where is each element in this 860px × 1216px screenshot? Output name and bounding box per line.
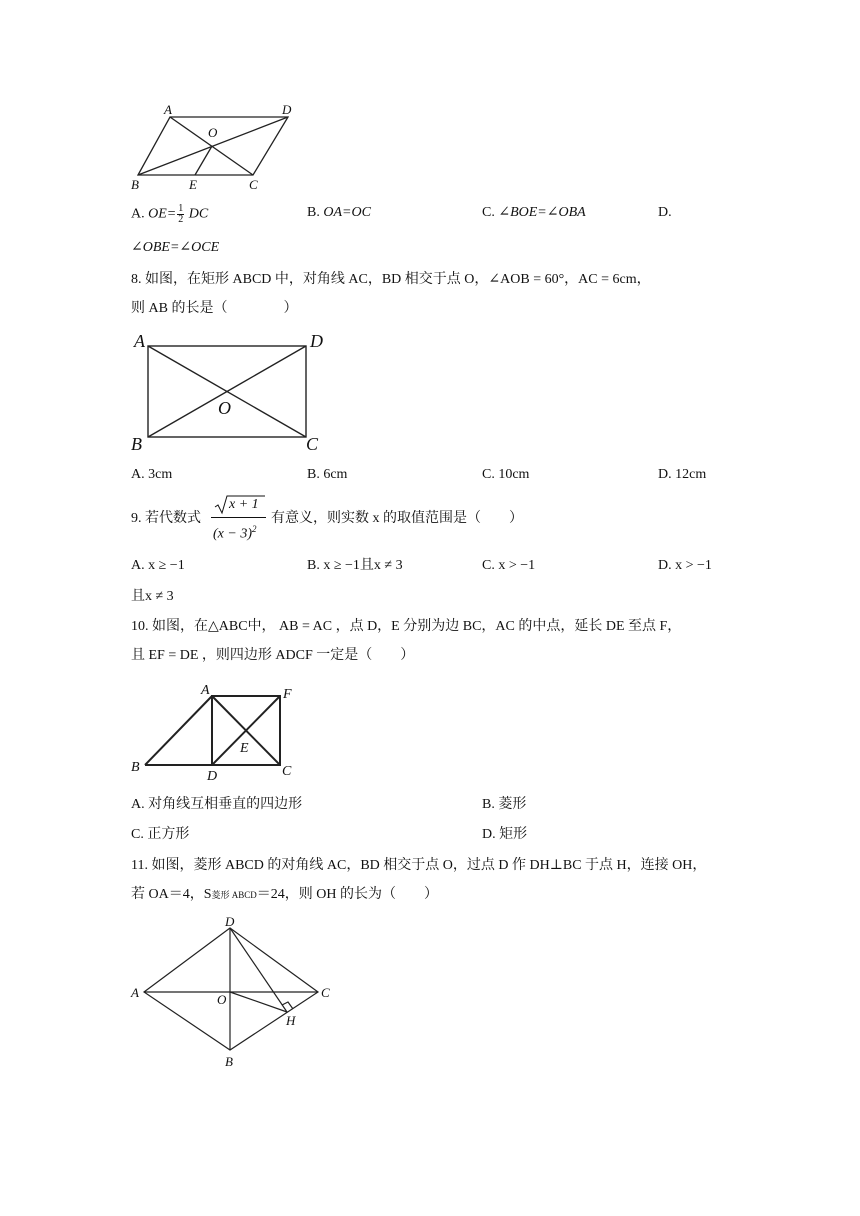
q11-label-b: B [225, 1054, 233, 1069]
q11-label-c: C [321, 985, 330, 1000]
q7-label-d: D [282, 102, 292, 117]
q10-question-line2: 且 EF = DE ，则四边形 ADCF 一定是（ ） [131, 648, 415, 663]
q11-line2-start: 若 OA＝4，S [131, 887, 212, 902]
q9-option-b: B. x ≥ −1且x ≠ 3 [307, 558, 403, 573]
q10-label-b: B [131, 760, 140, 775]
q8-option-a: A. 3cm [131, 467, 173, 482]
q9-suffix: 有意义，则实数 x 的取值范围是（ ） [271, 511, 523, 526]
q10-option-b: B. 菱形 [482, 797, 527, 812]
q11-question-line1: 11. 如图，菱形 ABCD 的对角线 AC，BD 相交于点 O，过点 D 作 DH⊥BC 于点 H，连接 OH， [131, 858, 707, 873]
q11-question-line2 [131, 886, 438, 904]
q7-option-b [307, 204, 371, 222]
q7-option-a-prefix: A. [131, 206, 149, 222]
q8-question-line1: 8. 如图，在矩形 ABCD 中，对角线 AC，BD 相交于点 O，∠AOB = 60°，AC = 6cm， [131, 272, 651, 287]
q10-label-f: F [283, 687, 292, 702]
q7-label-o: O [208, 125, 218, 140]
q11-line2-subscript: 菱形 ABCD [211, 890, 257, 900]
q10-question-line1: 10. 如图，在△ABC中， AB = AC ，点 D，E 分别为边 BC，AC 的中点，延长 DE 至点 F， [131, 619, 682, 634]
q7-option-c-prefix: C. [482, 205, 499, 220]
q10-label-d: D [207, 769, 218, 784]
q10-label-e: E [240, 741, 249, 756]
q7-option-b-prefix: B. [307, 205, 324, 220]
q8-rectangle-figure [128, 328, 338, 458]
q7-option-a-fraction [177, 204, 184, 225]
q8-label-a: A [134, 331, 145, 351]
q10-option-c: C. 正方形 [131, 827, 190, 842]
q10-option-a: A. 对角线互相垂直的四边形 [131, 797, 303, 812]
q8-label-b: B [131, 434, 142, 454]
q9-denominator [213, 520, 257, 544]
q11-rhombus-figure [128, 912, 348, 1077]
q7-option-d-text: ∠OBE=∠OCE [131, 240, 220, 255]
q9-option-a: A. x ≥ −1 [131, 558, 185, 573]
q9-option-d-continued: 且x ≠ 3 [131, 589, 174, 604]
q9-fraction-bar [211, 517, 266, 518]
q7-label-e: E [189, 177, 197, 192]
q7-option-a-rhs: DC [188, 206, 209, 222]
q10-label-c: C [282, 764, 292, 779]
q8-question-line2: 则 AB 的长是（ ） [131, 301, 298, 316]
q10-triangle-figure [128, 680, 313, 785]
q7-option-b-text: OA=OC [323, 205, 371, 220]
q9-radicand: x + 1 [229, 497, 259, 512]
q9-denominator-exponent: 2 [252, 524, 257, 534]
q7-parallelogram-figure [128, 100, 308, 195]
q9-fraction [209, 493, 267, 543]
q9-prefix: 9. 若代数式 [131, 511, 201, 526]
q8-option-d: D. 12cm [658, 467, 707, 482]
q8-label-c: C [306, 434, 319, 454]
q9-denominator-base: (x − 3) [213, 526, 252, 542]
q8-label-d: D [310, 331, 323, 351]
q11-label-h: H [286, 1013, 296, 1028]
q7-fraction-numerator: 1 [178, 203, 184, 214]
q7-option-a [131, 204, 208, 225]
q7-label-b: B [131, 177, 139, 192]
q8-label-o: O [218, 398, 231, 418]
q10-label-a: A [201, 683, 210, 698]
q11-label-d: D [225, 914, 235, 929]
q11-label-a: A [131, 985, 139, 1000]
q7-option-c-text: ∠BOE=∠OBA [498, 205, 586, 220]
q7-fraction-denominator: 2 [178, 214, 184, 225]
q9-option-c: C. x > −1 [482, 558, 536, 573]
q7-option-a-lhs: OE= [148, 206, 177, 222]
q11-line2-end: ＝24，则 OH 的长为（ ） [256, 887, 439, 902]
q10-option-d: D. 矩形 [482, 827, 528, 842]
q8-option-c: C. 10cm [482, 467, 530, 482]
q11-label-o: O [217, 992, 227, 1007]
q7-label-c: C [249, 177, 258, 192]
q7-label-a: A [164, 102, 172, 117]
q7-option-d-prefix: D. [658, 205, 672, 220]
q8-option-b: B. 6cm [307, 467, 348, 482]
q7-option-c [482, 204, 586, 222]
q9-option-d: D. x > −1 [658, 558, 712, 573]
